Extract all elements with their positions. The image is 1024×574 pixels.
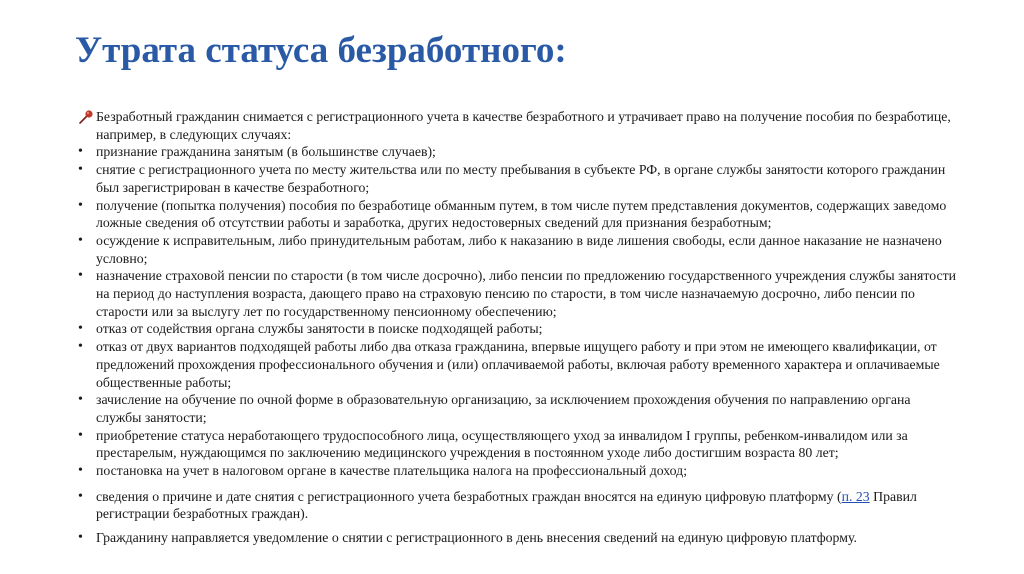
bullet: • <box>78 232 83 248</box>
bullet: • <box>78 197 83 213</box>
list-item <box>78 427 958 462</box>
list-item <box>78 232 958 267</box>
bullet: • <box>78 463 83 479</box>
bullet: • <box>78 488 83 504</box>
list-item <box>78 462 958 480</box>
list-item-text: отказ от содействия органа службы занятости в поиске подходящей работы; <box>96 321 543 337</box>
intro-text: Безработный гражданин снимается с регистрационного учета в качестве безработного и утрачивает право на получение пособия по безработице, например, в следующих случаях: <box>96 109 951 142</box>
list-item-text: назначение страховой пенсии по старости (в том числе досрочно), либо пенсии по предложению государственного учреждения службы занятости на период до наступления возраста, дающего право на страховую пенсию по старости, в том числе назначаемую досрочно, либо пенсии по старости или за выслугу лет по государственному пенсионному обеспечению; <box>96 268 957 319</box>
list-item-text: отказ от двух вариантов подходящей работы либо два отказа гражданина, впервые ищущего работу и при этом не имеющего квалификации, от предложений прохождения профессионального обучения и (или) оплачиваемой работы, включая работу временного характера и оплачиваемые общественные работы; <box>96 339 940 390</box>
bullet: • <box>78 268 83 284</box>
slide-content <box>78 108 958 547</box>
bullet: • <box>78 530 83 546</box>
list-item <box>78 391 958 426</box>
list-item <box>78 143 958 161</box>
list-item-text: постановка на учет в налоговом органе в качестве плательщика налога на профессиональный доход; <box>96 463 688 479</box>
list-item-text: снятие с регистрационного учета по месту жительства или по месту пребывания в субъекте РФ, в органе службы занятости которого гражданин был зарегистрирован в качестве безработного; <box>96 162 946 195</box>
bullet: • <box>78 162 83 178</box>
list-item-text: получение (попытка получения) пособия по безработице обманным путем, в том числе путем представления документов, содержащих заведомо ложные сведения об отсутствии работы и заработка, других недостоверных сведений для признания безработным; <box>96 197 947 231</box>
list-item-text: признание гражданина занятым (в большинстве случаев); <box>96 144 436 160</box>
bullet: • <box>78 339 83 355</box>
slide-title: Утрата статуса безработного: <box>75 30 567 71</box>
intro-paragraph <box>78 108 958 143</box>
list-item-text: осуждение к исправительным, либо принудительным работам, либо к наказанию в виде лишения свободы, если данное наказание не назначено условно; <box>96 232 942 266</box>
bullet: • <box>78 392 83 408</box>
pushpin-icon <box>78 109 94 125</box>
rule-link[interactable]: п. 23 <box>841 488 870 504</box>
list-item-notice <box>78 529 958 547</box>
register-text-after: Правил регистрации безработных граждан). <box>96 488 917 522</box>
register-text-before: сведения о причине и дате снятия с регистрационного учета безработных граждан вносятся на единую цифровую платформу ( <box>96 488 842 504</box>
list-item <box>78 320 958 338</box>
list-item-register <box>78 488 958 523</box>
bullet: • <box>78 427 83 443</box>
list-item <box>78 267 958 320</box>
list-item <box>78 161 958 196</box>
list-item-text: зачисление на обучение по очной форме в образовательную организацию, за исключением прохождения обучения по направлению органа службы занятости; <box>96 392 911 425</box>
list-item <box>78 197 958 232</box>
list-item <box>78 338 958 391</box>
notice-text: Гражданину направляется уведомление о снятии с регистрационного в день внесения сведений на единую цифровую платформу. <box>96 530 857 546</box>
list-item-text: приобретение статуса неработающего трудоспособного лица, осуществляющего уход за инвалидом I группы, ребенком-инвалидом или за престарелым, нуждающимся по заключению медицинского учреждения в постоянном уходе либо достигшим возраста 80 лет; <box>96 427 908 461</box>
register-list <box>78 488 958 523</box>
bullet: • <box>78 144 83 160</box>
notice-list <box>78 529 958 547</box>
conditions-list <box>78 143 958 479</box>
bullet: • <box>78 321 83 337</box>
